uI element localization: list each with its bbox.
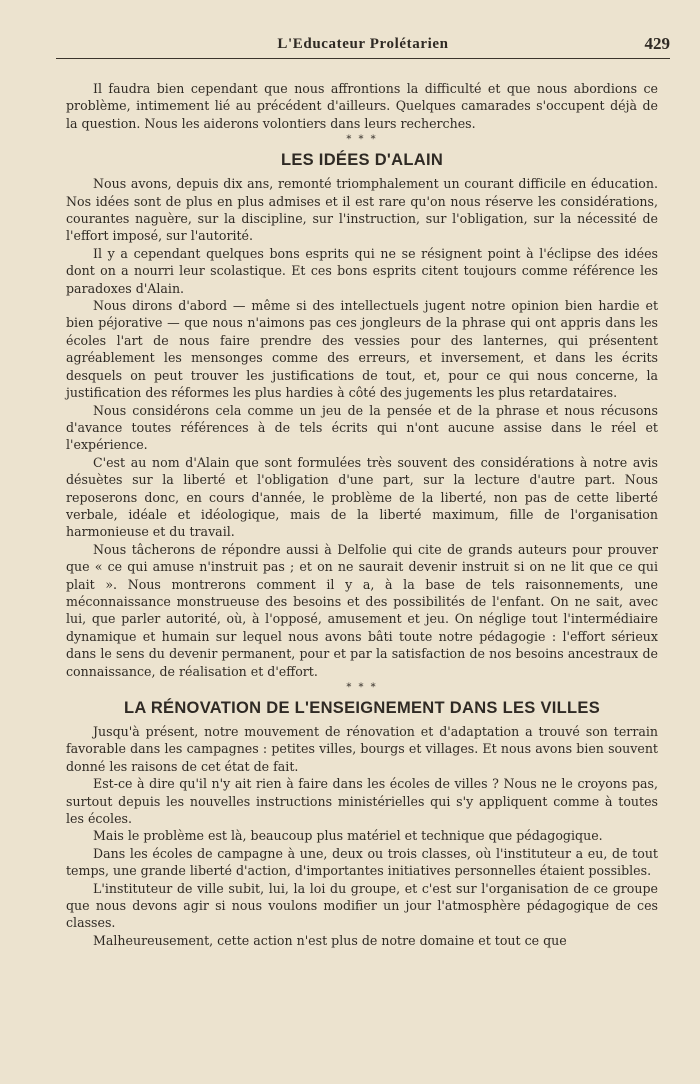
paragraph: Dans les écoles de campagne à une, deux ou trois classes, où l'instituteur a eu, de tout temps, une grande liberté d'action, d'importantes initiatives personnelles étaient possibles. — [66, 845, 658, 879]
paragraph: Est-ce à dire qu'il n'y ait rien à faire dans les écoles de villes ? Nous ne le croyons pas, surtout depuis les nouvelles instructions ministérielles qui s'y appliquent comme à toutes les écoles. — [66, 776, 658, 827]
paragraph: Il y a cependant quelques bons esprits qui ne se résignent point à l'éclipse des idées dont on a nourri leur scolastique. Et ces bons esprits citent toujours comme référence les paradoxes d'Alain. — [66, 245, 658, 296]
paragraph: Nous avons, depuis dix ans, remonté triomphalement un courant difficile en éducation. Nos idées sont de plus en plus admises et il est rare qu'on nous réserve les considérations, courantes naguère, sur la discipline, sur l'instruction, sur l'obligation, sur la nécessité de l'effort imposé, sur l'autorité. — [66, 176, 658, 244]
section-title-villes: LA RÉNOVATION DE L'ENSEIGNEMENT DANS LES VILLES — [123, 699, 601, 717]
paragraph: L'instituteur de ville subit, lui, la loi du groupe, et c'est sur l'organisation de ce groupe que nous devons agir si nous voulons modifier un jour l'atmosphère pédagogique de ces classes. — [66, 880, 658, 931]
paragraph: Nous considérons cela comme un jeu de la pensée et de la phrase et nous récusons d'avance toutes références à de tels écrits qui n'ont aucune assise dans le réel et l'expérience. — [66, 402, 658, 453]
paragraph: Nous tâcherons de répondre aussi à Delfolie qui cite de grands auteurs pour prouver que « ce qui amuse n'instruit pas ; et on ne saurait devenir instruit si on ne lit que ce qui plait ». Nous montrerons comment il y a, à la base de tels raisonnements, une méconnaissance monstrueuse des besoins et des possibilités de l'enfant. On ne sait, avec lui, que parler autorité, où, à l'opposé, amusement et jeu. On néglige tout l'intermédiaire dynamique et humain sur lequel nous avons bâti toute notre pédagogie : l'effort sérieux dans le sens du devenir permanent, pour et par la satisfaction de nos besoins ancestraux de connaissance, de réalisation et d'effort. — [66, 541, 658, 679]
paragraph: Jusqu'à présent, notre mouvement de rénovation et d'adaptation a trouvé son terrain favorable dans les campagnes : petites villes, bourgs et villages. Et nous avons bien souvent donné les raisons de cet état de fait. — [66, 724, 658, 774]
section-separator: * * * — [346, 134, 378, 146]
paragraph: C'est au nom d'Alain que sont formulées très souvent des considérations à notre avis désuètes sur la liberté et l'obligation d'une part, sur la lecture d'autre part. Nous reposerons donc, en cours d'année, le problème de la liberté, non pas de cette liberté verbale, idéale et idéologique, mais de la liberté maximum, fille de l'organisation harmonieuse et du travail. — [66, 454, 658, 540]
page-header — [56, 30, 670, 59]
paragraph: Mais le problème est là, beaucoup plus matériel et technique que pédagogique. — [93, 828, 603, 844]
page-number: 429 — [644, 34, 670, 53]
journal-title: L'Educateur Prolétarien — [277, 36, 449, 52]
intro-paragraph: Il faudra bien cependant que nous affrontions la difficulté et que nous abordions ce problème, intimement lié au précédent d'ailleurs. Quelques camarades s'occupent déjà de la question. Nous les aiderons volontiers dans leurs recherches. — [66, 81, 658, 131]
paragraph: Malheureusement, cette action n'est plus de notre domaine et tout ce que — [93, 932, 567, 948]
section-separator: * * * — [346, 682, 378, 693]
paragraph: Nous dirons d'abord — même si des intellectuels jugent notre opinion bien hardie et bien péjorative — que nous n'aimons pas ces jongleurs de la phrase qui ont appris dans les écoles l'art de nous faire prendre des vessies pour des lanternes, qui présentent agréablement les mensonges comme des erreurs, et inversement, et dans les écrits desquels on peut trouver les justifications de tout, et, pour ce qui nous concerne, la justification des réformes les plus hardies à côté des jugements les plus retardataires. — [66, 298, 658, 401]
article-body — [66, 80, 658, 949]
section-title-alain: LES IDÉES D'ALAIN — [280, 151, 444, 170]
